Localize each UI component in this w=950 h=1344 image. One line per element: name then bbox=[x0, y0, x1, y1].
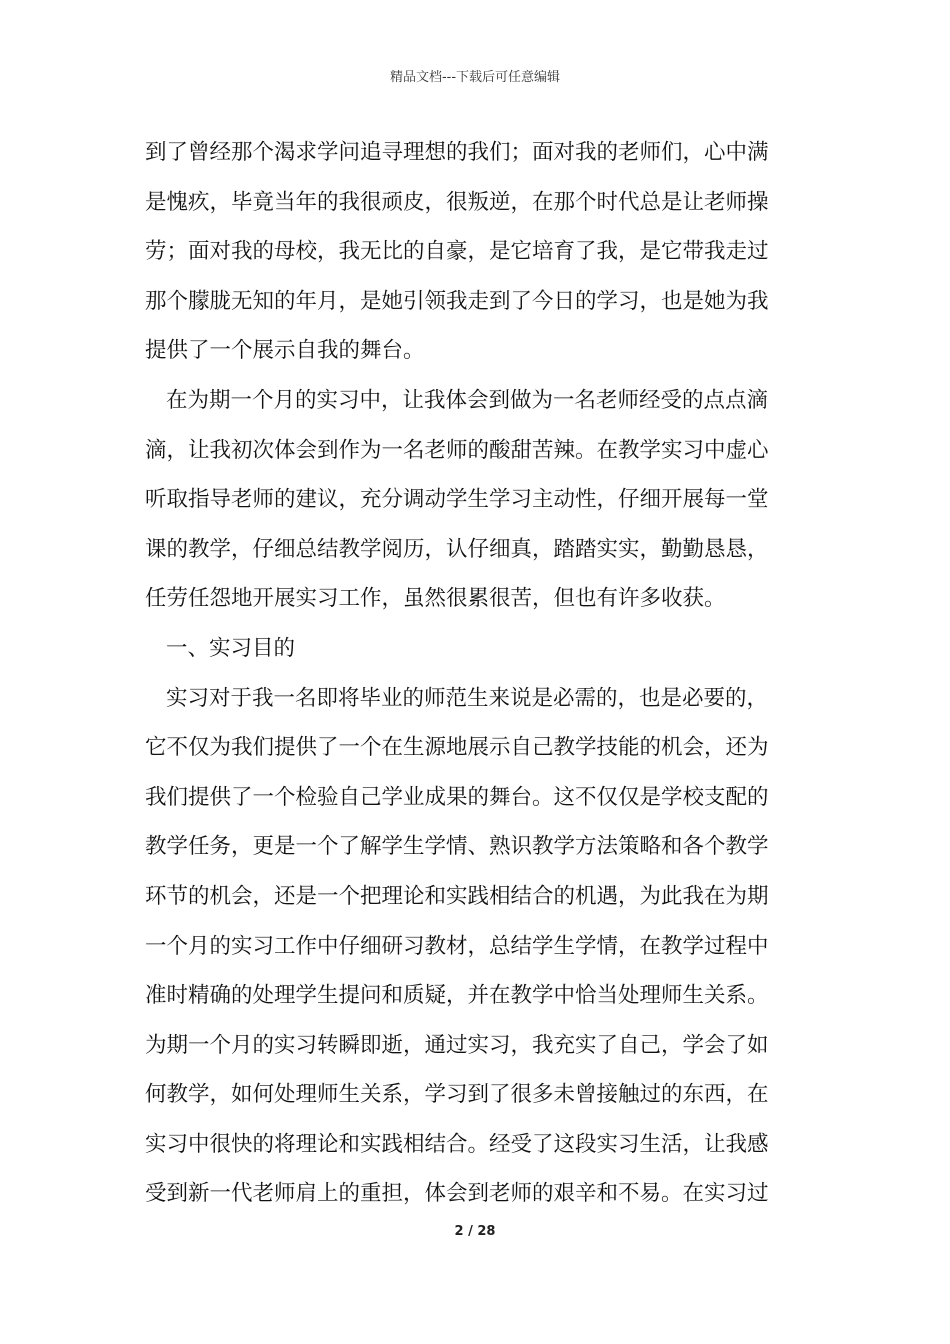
text-line: 在为期一个月的实习中，让我体会到做为一名老师经受的点点滴 bbox=[166, 387, 769, 413]
text-line: 我们提供了一个检验自己学业成果的舞台。这不仅仅是学校支配的 bbox=[145, 784, 769, 810]
text-line: 任劳任怨地开展实习工作，虽然很累很苦，但也有许多收获。 bbox=[145, 586, 726, 612]
page-number: 2 / 28 bbox=[454, 1224, 496, 1239]
text-line: 一、实习目的 bbox=[166, 635, 296, 661]
text-line: 听取指导老师的建议，充分调动学生学习主动性，仔细开展每一堂 bbox=[145, 487, 769, 513]
text-line: 教学任务，更是一个了解学生学情、熟识教学方法策略和各个教学 bbox=[145, 834, 769, 860]
text-line: 环节的机会，还是一个把理论和实践相结合的机遇，为此我在为期 bbox=[145, 883, 769, 909]
text-line: 课的教学，仔细总结教学阅历，认仔细真，踏踏实实，勤勤恳恳， bbox=[145, 536, 769, 562]
text-line: 实习中很快的将理论和实践相结合。经受了这段实习生活，让我感 bbox=[145, 1131, 769, 1157]
text-line: 那个朦胧无知的年月，是她引领我走到了今日的学习，也是她为我 bbox=[145, 288, 769, 314]
text-line: 到了曾经那个渴求学问追寻理想的我们；面对我的老师们，心中满 bbox=[145, 140, 769, 165]
text-line: 受到新一代老师肩上的重担，体会到老师的艰辛和不易。在实习过 bbox=[145, 1181, 769, 1207]
text-line: 劳；面对我的母校，我无比的自豪，是它培育了我，是它带我走过 bbox=[145, 239, 769, 265]
text-line: 准时精确的处理学生提问和质疑，并在教学中恰当处理师生关系。 bbox=[145, 983, 769, 1009]
body-text bbox=[145, 128, 805, 1219]
text-line: 它不仅为我们提供了一个在生源地展示自己教学技能的机会，还为 bbox=[145, 735, 769, 761]
text-line: 是愧疚，毕竟当年的我很顽皮，很叛逆，在那个时代总是让老师操 bbox=[145, 189, 769, 215]
text-line: 提供了一个展示自我的舞台。 bbox=[145, 338, 425, 364]
text-line: 滴，让我初次体会到作为一名老师的酸甜苦辣。在教学实习中虚心 bbox=[145, 437, 769, 463]
page-header: 精品文档---下载后可任意编辑 bbox=[389, 70, 561, 85]
text-line: 一个月的实习工作中仔细研习教材，总结学生学情，在教学过程中 bbox=[145, 933, 769, 959]
text-line: 实习对于我一名即将毕业的师范生来说是必需的，也是必要的， bbox=[166, 685, 769, 711]
text-line: 为期一个月的实习转瞬即逝，通过实习，我充实了自己，学会了如 bbox=[145, 1032, 769, 1058]
text-line: 何教学，如何处理师生关系，学习到了很多未曾接触过的东西，在 bbox=[145, 1082, 769, 1108]
